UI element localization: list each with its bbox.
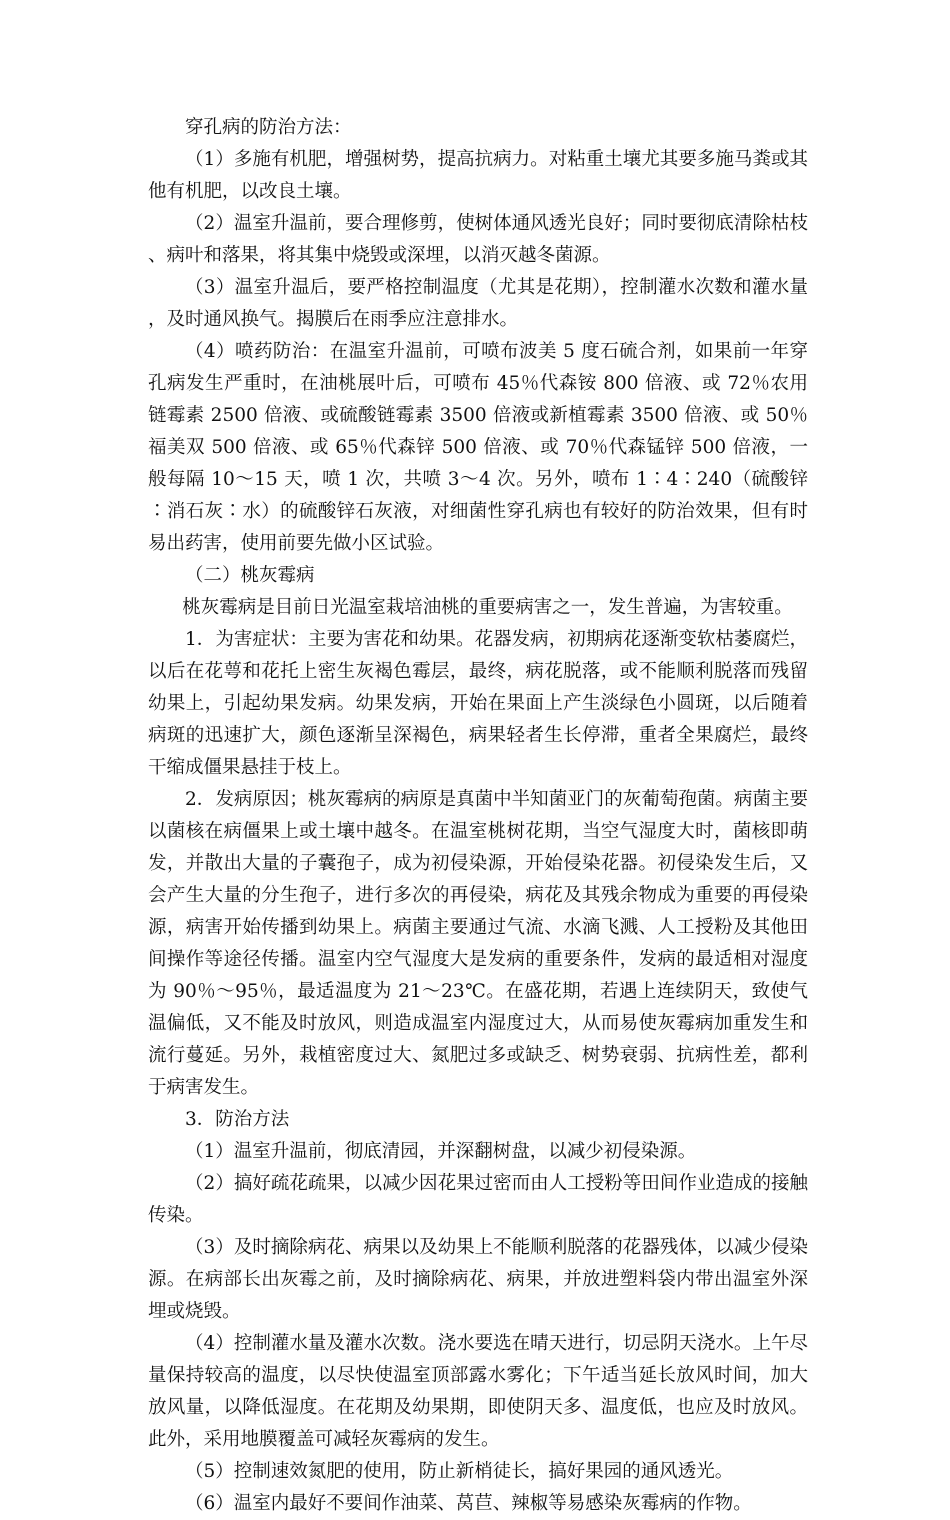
paragraph-control-method-3: （3）及时摘除病花、病果以及幼果上不能顺利脱落的花器残体，以减少侵染源。在病部长出灰霉之前，及时摘除病花、病果，并放进塑料袋内带出温室外深埋或烧毁。: [148, 1237, 808, 1322]
paragraph-gray-mold-intro: 桃灰霉病是目前日光温室栽培油桃的重要病害之一，发生普遍，为害较重。: [182, 597, 793, 618]
paragraph-control-method-4: （4）控制灌水量及灌水次数。浇水要选在晴天进行，切忌阴天浇水。上午尽量保持较高的温度，以尽快使温室顶部露水雾化；下午适当延长放风时间，加大放风量，以降低湿度。在花期及幼果期，即使阴天多、温度低，也应及时放风。此外，采用地膜覆盖可减轻灰霉病的发生。: [148, 1333, 808, 1450]
paragraph-control-method-2: （2）搞好疏花疏果，以减少因花果过密而由人工授粉等田间作业造成的接触传染。: [148, 1173, 808, 1226]
paragraph-perforation-method-3: （3）温室升温后，要严格控制温度（尤其是花期），控制灌水次数和灌水量，及时通风换气。揭膜后在雨季应注意排水。: [148, 277, 808, 330]
paragraph-perforation-method-1: （1）多施有机肥，增强树势，提高抗病力。对粘重土壤尤其要多施马粪或其他有机肥，以改良土壤。: [148, 149, 808, 202]
paragraph-perforation-method-4: （4）喷药防治：在温室升温前，可喷布波美 5 度石硫合剂，如果前一年穿孔病发生严重时，在油桃展叶后，可喷布 45％代森铵 800 倍液、或 72％农用链霉素 2500 倍液、或硫酸链霉素 3500 倍液或新植霉素 3500 倍液、或 50％福美双 500 倍液、或 65％代森锌 500 倍液、或 70％代森锰锌 500 倍液，一般每隔 10～15 天，喷 1 次，共喷 3～4 次。另外，喷布 1∶4∶240（硫酸锌∶消石灰∶水）的硫酸锌石灰液，对细菌性穿孔病也有较好的防治效果，但有时易出药害，使用前要先做小区试验。: [148, 341, 808, 554]
document-body: [148, 112, 808, 1520]
paragraph-control-method-5: （5）控制速效氮肥的使用，防止新梢徒长，搞好果园的通风透光。: [185, 1461, 734, 1482]
paragraph-control-method-1: （1）温室升温前，彻底清园，并深翻树盘，以减少初侵染源。: [185, 1141, 697, 1162]
section-heading-gray-mold: （二）桃灰霉病: [185, 565, 315, 586]
paragraph-control-method-6: （6）温室内最好不要间作油菜、莴苣、辣椒等易感染灰霉病的作物。: [185, 1493, 752, 1514]
paragraph-causes: 2．发病原因；桃灰霉病的病原是真菌中半知菌亚门的灰葡萄孢菌。病菌主要以菌核在病僵果上或土壤中越冬。在温室桃树花期，当空气湿度大时，菌核即萌发，并散出大量的子囊孢子，成为初侵染源，开始侵染花器。初侵染发生后，又会产生大量的分生孢子，进行多次的再侵染，病花及其残余物成为重要的再侵染源，病害开始传播到幼果上。病菌主要通过气流、水滴飞溅、人工授粉及其他田间操作等途径传播。温室内空气湿度大是发病的重要条件，发病的最适相对湿度为 90％～95％，最适温度为 21～23℃。在盛花期，若遇上连续阴天，致使气温偏低，又不能及时放风，则造成温室内湿度过大，从而易使灰霉病加重发生和流行蔓延。另外，栽植密度过大、氮肥过多或缺乏、树势衰弱、抗病性差，都利于病害发生。: [148, 789, 808, 1098]
paragraph-perforation-method-2: （2）温室升温前，要合理修剪，使树体通风透光良好；同时要彻底清除枯枝、病叶和落果，将其集中烧毁或深埋，以消灭越冬菌源。: [148, 213, 808, 266]
paragraph-symptoms: 1．为害症状：主要为害花和幼果。花器发病，初期病花逐渐变软枯萎腐烂，以后在花萼和花托上密生灰褐色霉层，最终，病花脱落，或不能顺利脱落而残留幼果上，引起幼果发病。幼果发病，开始在果面上产生淡绿色小圆斑，以后随着病斑的迅速扩大，颜色逐渐呈深褐色，病果轻者生长停滞，重者全果腐烂，最终干缩成僵果悬挂于枝上。: [148, 629, 808, 778]
paragraph-perforation-methods-heading: 穿孔病的防治方法：: [185, 117, 352, 138]
subheading-control-methods: 3．防治方法: [185, 1109, 290, 1130]
